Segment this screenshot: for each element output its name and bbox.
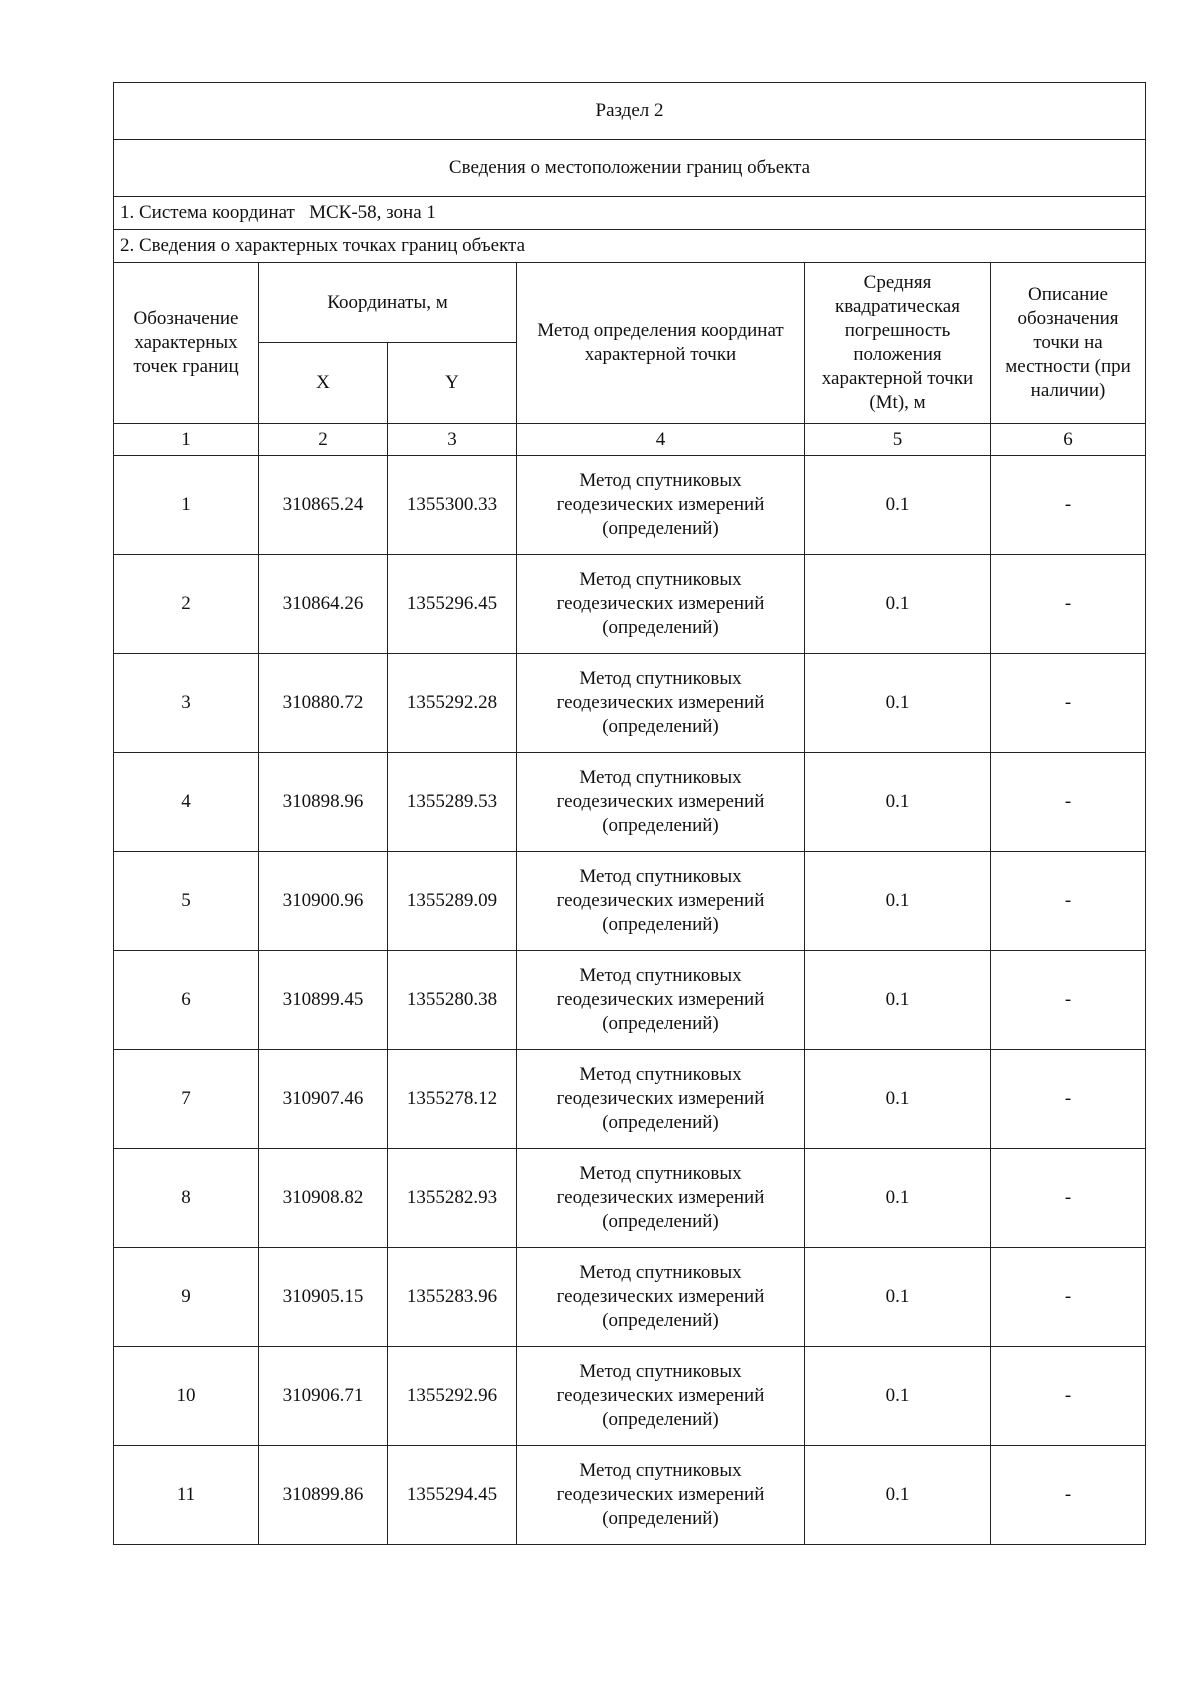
method-line: (определений) bbox=[602, 1013, 719, 1034]
column-number: 6 bbox=[991, 424, 1146, 456]
header-error: Средняя квадратическая погрешность положения характерной точки (Mt), м bbox=[805, 263, 991, 424]
header-x: X bbox=[259, 343, 388, 424]
method-line: Метод спутниковых bbox=[579, 866, 742, 887]
method-line: Метод спутниковых bbox=[579, 470, 742, 491]
method-line: геодезических измерений bbox=[556, 1484, 765, 1505]
mean-square-error: 0.1 bbox=[805, 852, 991, 951]
coordinate-system: 1. Система координат МСК-58, зона 1 bbox=[114, 197, 1146, 230]
method-line: Метод спутниковых bbox=[579, 1460, 742, 1481]
coordinate-y: 1355282.93 bbox=[388, 1149, 517, 1248]
method bbox=[517, 1446, 805, 1545]
method-line: (определений) bbox=[602, 716, 719, 737]
method bbox=[517, 852, 805, 951]
coordinate-y: 1355296.45 bbox=[388, 555, 517, 654]
column-number: 5 bbox=[805, 424, 991, 456]
coordinate-y: 1355289.09 bbox=[388, 852, 517, 951]
point-number: 1 bbox=[114, 456, 259, 555]
mean-square-error: 0.1 bbox=[805, 1446, 991, 1545]
method-line: Метод спутниковых bbox=[579, 1361, 742, 1382]
method-line: геодезических измерений bbox=[556, 791, 765, 812]
table-row bbox=[114, 555, 1146, 654]
mean-square-error: 0.1 bbox=[805, 753, 991, 852]
method bbox=[517, 951, 805, 1050]
method-line: геодезических измерений bbox=[556, 989, 765, 1010]
method-line: геодезических измерений bbox=[556, 692, 765, 713]
coordinate-x: 310908.82 bbox=[259, 1149, 388, 1248]
coordinate-x: 310905.15 bbox=[259, 1248, 388, 1347]
point-number: 9 bbox=[114, 1248, 259, 1347]
method-line: (определений) bbox=[602, 518, 719, 539]
coordinate-y: 1355292.96 bbox=[388, 1347, 517, 1446]
table-row bbox=[114, 1248, 1146, 1347]
table-row bbox=[114, 951, 1146, 1050]
method bbox=[517, 654, 805, 753]
method-line: (определений) bbox=[602, 815, 719, 836]
method-line: геодезических измерений bbox=[556, 1187, 765, 1208]
method-line: Метод спутниковых bbox=[579, 1163, 742, 1184]
method bbox=[517, 1248, 805, 1347]
points-heading: 2. Сведения о характерных точках границ объекта bbox=[114, 230, 1146, 263]
mean-square-error: 0.1 bbox=[805, 1347, 991, 1446]
coordinate-y: 1355300.33 bbox=[388, 456, 517, 555]
method-line: Метод спутниковых bbox=[579, 1262, 742, 1283]
method bbox=[517, 1149, 805, 1248]
method bbox=[517, 1050, 805, 1149]
mean-square-error: 0.1 bbox=[805, 654, 991, 753]
table-row bbox=[114, 1149, 1146, 1248]
point-number: 11 bbox=[114, 1446, 259, 1545]
section-title: Раздел 2 bbox=[114, 83, 1146, 140]
method bbox=[517, 555, 805, 654]
table-row bbox=[114, 753, 1146, 852]
method-line: (определений) bbox=[602, 1409, 719, 1430]
column-number: 3 bbox=[388, 424, 517, 456]
table-row bbox=[114, 1446, 1146, 1545]
point-number: 3 bbox=[114, 654, 259, 753]
point-description: - bbox=[991, 1149, 1146, 1248]
method-line: (определений) bbox=[602, 1310, 719, 1331]
method-line: геодезических измерений bbox=[556, 1385, 765, 1406]
method-line: (определений) bbox=[602, 1211, 719, 1232]
point-description: - bbox=[991, 654, 1146, 753]
mean-square-error: 0.1 bbox=[805, 555, 991, 654]
point-description: - bbox=[991, 456, 1146, 555]
coordinate-x: 310899.86 bbox=[259, 1446, 388, 1545]
method-line: геодезических измерений bbox=[556, 593, 765, 614]
mean-square-error: 0.1 bbox=[805, 951, 991, 1050]
mean-square-error: 0.1 bbox=[805, 1248, 991, 1347]
coordinate-x: 310899.45 bbox=[259, 951, 388, 1050]
point-number: 2 bbox=[114, 555, 259, 654]
method-line: Метод спутниковых bbox=[579, 569, 742, 590]
header-coordinates: Координаты, м bbox=[259, 263, 517, 343]
method-line: геодезических измерений bbox=[556, 890, 765, 911]
point-description: - bbox=[991, 852, 1146, 951]
coordinate-x: 310900.96 bbox=[259, 852, 388, 951]
method-line: (определений) bbox=[602, 1112, 719, 1133]
point-number: 10 bbox=[114, 1347, 259, 1446]
point-number: 6 bbox=[114, 951, 259, 1050]
mean-square-error: 0.1 bbox=[805, 1050, 991, 1149]
method-line: Метод спутниковых bbox=[579, 767, 742, 788]
point-description: - bbox=[991, 1347, 1146, 1446]
table-row bbox=[114, 1347, 1146, 1446]
method-line: Метод спутниковых bbox=[579, 1064, 742, 1085]
method-line: геодезических измерений bbox=[556, 1286, 765, 1307]
point-description: - bbox=[991, 1446, 1146, 1545]
coordinate-y: 1355292.28 bbox=[388, 654, 517, 753]
method-line: Метод спутниковых bbox=[579, 965, 742, 986]
section-subtitle: Сведения о местоположении границ объекта bbox=[114, 140, 1146, 197]
column-number: 4 bbox=[517, 424, 805, 456]
point-number: 8 bbox=[114, 1149, 259, 1248]
coordinate-x: 310906.71 bbox=[259, 1347, 388, 1446]
coordinate-x: 310898.96 bbox=[259, 753, 388, 852]
column-number-row bbox=[114, 424, 1146, 456]
coordinate-y: 1355278.12 bbox=[388, 1050, 517, 1149]
header-description: Описание обозначения точки на местности (при наличии) bbox=[991, 263, 1146, 424]
method-line: (определений) bbox=[602, 1508, 719, 1529]
coordinate-y: 1355280.38 bbox=[388, 951, 517, 1050]
coordinate-y: 1355294.45 bbox=[388, 1446, 517, 1545]
method-line: геодезических измерений bbox=[556, 494, 765, 515]
method-line: (определений) bbox=[602, 617, 719, 638]
column-number: 1 bbox=[114, 424, 259, 456]
table-row bbox=[114, 456, 1146, 555]
coordinate-y: 1355283.96 bbox=[388, 1248, 517, 1347]
coordinate-x: 310865.24 bbox=[259, 456, 388, 555]
coordinate-x: 310864.26 bbox=[259, 555, 388, 654]
method-line: геодезических измерений bbox=[556, 1088, 765, 1109]
header-method: Метод определения координат характерной точки bbox=[517, 263, 805, 424]
point-description: - bbox=[991, 1050, 1146, 1149]
point-number: 7 bbox=[114, 1050, 259, 1149]
method bbox=[517, 456, 805, 555]
method bbox=[517, 753, 805, 852]
boundary-points-table bbox=[113, 82, 1146, 1545]
column-number: 2 bbox=[259, 424, 388, 456]
table-row bbox=[114, 1050, 1146, 1149]
point-description: - bbox=[991, 555, 1146, 654]
coordinate-x: 310907.46 bbox=[259, 1050, 388, 1149]
method-line: Метод спутниковых bbox=[579, 668, 742, 689]
coordinate-x: 310880.72 bbox=[259, 654, 388, 753]
point-description: - bbox=[991, 951, 1146, 1050]
method-line: (определений) bbox=[602, 914, 719, 935]
header-designation: Обозначение характерных точек границ bbox=[114, 263, 259, 424]
mean-square-error: 0.1 bbox=[805, 456, 991, 555]
point-description: - bbox=[991, 753, 1146, 852]
point-number: 5 bbox=[114, 852, 259, 951]
point-number: 4 bbox=[114, 753, 259, 852]
table-row bbox=[114, 852, 1146, 951]
method bbox=[517, 1347, 805, 1446]
header-y: Y bbox=[388, 343, 517, 424]
table-row bbox=[114, 654, 1146, 753]
mean-square-error: 0.1 bbox=[805, 1149, 991, 1248]
coordinate-y: 1355289.53 bbox=[388, 753, 517, 852]
point-description: - bbox=[991, 1248, 1146, 1347]
